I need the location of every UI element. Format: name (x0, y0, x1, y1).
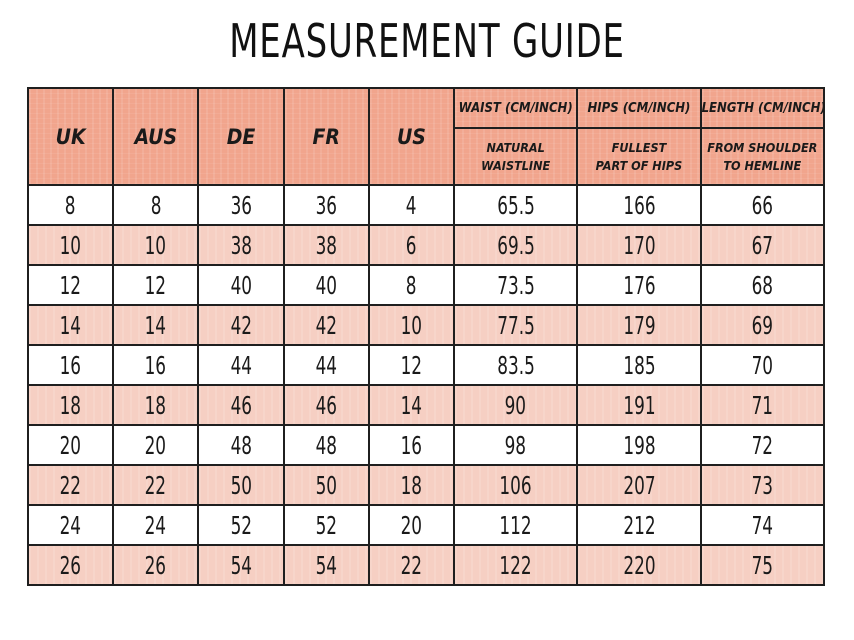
cell-us (369, 465, 454, 505)
cell-uk-value: 12 (59, 270, 82, 300)
cell-hips-value: 207 (622, 470, 656, 500)
cell-fr-value: 40 (315, 270, 337, 300)
cell-aus (113, 385, 198, 425)
cell-hips-value: 198 (622, 430, 656, 460)
cell-de-value: 54 (230, 550, 252, 580)
cell-de-value: 48 (230, 430, 252, 460)
cell-uk (28, 465, 113, 505)
cell-length (701, 505, 824, 545)
table-row (28, 345, 824, 385)
cell-length-value: 69 (751, 310, 774, 340)
cell-length-value: 72 (751, 430, 774, 460)
cell-hips-value: 185 (622, 350, 656, 380)
cell-waist (454, 265, 577, 305)
cell-length-value: 70 (751, 350, 774, 380)
cell-length (701, 305, 824, 345)
cell-length (701, 465, 824, 505)
cell-aus-value: 22 (145, 470, 167, 500)
header-hips-note (577, 128, 700, 185)
cell-us (369, 505, 454, 545)
cell-de (198, 225, 283, 265)
header-length: LENGTH (CM/INCH) (701, 88, 824, 128)
cell-de-value: 42 (230, 310, 252, 340)
cell-fr-value: 44 (315, 350, 337, 380)
cell-waist (454, 385, 577, 425)
cell-us-value: 12 (400, 350, 423, 380)
cell-waist-value: 98 (504, 430, 527, 460)
cell-de (198, 465, 283, 505)
waist-note-line2: WAISTLINE (481, 157, 551, 173)
header-waist: WAIST (CM/INCH) (454, 88, 577, 128)
cell-waist (454, 345, 577, 385)
table-row (28, 505, 824, 545)
cell-hips (577, 505, 700, 545)
cell-length-value: 75 (751, 550, 774, 580)
page-title: MEASUREMENT GUIDE (229, 14, 625, 68)
cell-aus-value: 8 (150, 190, 162, 220)
cell-hips (577, 225, 700, 265)
cell-waist (454, 185, 577, 225)
header-fr: FR (284, 88, 369, 185)
cell-length-value: 66 (751, 190, 774, 220)
cell-fr (284, 225, 369, 265)
cell-uk (28, 545, 113, 585)
cell-uk (28, 305, 113, 345)
cell-us-value: 10 (400, 310, 423, 340)
header-uk: UK (28, 88, 113, 185)
cell-de (198, 265, 283, 305)
cell-us-value: 20 (400, 510, 423, 540)
cell-us-value: 18 (400, 470, 423, 500)
cell-fr (284, 545, 369, 585)
cell-hips-value: 179 (622, 310, 656, 340)
hips-note-line2: PART OF HIPS (595, 157, 683, 173)
cell-aus (113, 465, 198, 505)
cell-uk-value: 14 (59, 310, 82, 340)
cell-de (198, 345, 283, 385)
cell-length-value: 73 (751, 470, 774, 500)
cell-aus-value: 12 (145, 270, 167, 300)
cell-fr-value: 52 (315, 510, 337, 540)
cell-waist (454, 425, 577, 465)
cell-length-value: 68 (751, 270, 774, 300)
cell-aus-value: 10 (145, 230, 167, 260)
cell-aus (113, 225, 198, 265)
cell-de (198, 185, 283, 225)
cell-uk-value: 10 (59, 230, 82, 260)
cell-waist (454, 545, 577, 585)
cell-fr (284, 345, 369, 385)
cell-length (701, 545, 824, 585)
cell-hips-value: 212 (622, 510, 656, 540)
cell-uk-value: 18 (59, 390, 82, 420)
cell-de-value: 38 (230, 230, 252, 260)
cell-waist (454, 305, 577, 345)
cell-de-value: 44 (230, 350, 252, 380)
waist-note-line1: NATURAL (486, 139, 545, 155)
cell-hips (577, 305, 700, 345)
cell-de-value: 52 (230, 510, 252, 540)
cell-us-value: 22 (400, 550, 423, 580)
cell-de (198, 425, 283, 465)
cell-fr (284, 305, 369, 345)
table-row (28, 465, 824, 505)
cell-uk-value: 8 (65, 190, 76, 220)
cell-fr (284, 385, 369, 425)
cell-de (198, 545, 283, 585)
cell-length (701, 185, 824, 225)
cell-us-value: 14 (400, 390, 423, 420)
cell-uk-value: 24 (59, 510, 82, 540)
cell-aus-value: 14 (145, 310, 167, 340)
cell-waist (454, 225, 577, 265)
cell-length-value: 71 (751, 390, 774, 420)
cell-us (369, 425, 454, 465)
cell-de-value: 46 (230, 390, 252, 420)
cell-aus (113, 345, 198, 385)
cell-fr (284, 185, 369, 225)
cell-length-value: 67 (751, 230, 774, 260)
cell-aus (113, 505, 198, 545)
cell-length (701, 345, 824, 385)
cell-fr-value: 38 (315, 230, 337, 260)
cell-uk (28, 425, 113, 465)
cell-length (701, 265, 824, 305)
cell-waist (454, 505, 577, 545)
table-row (28, 385, 824, 425)
header-aus: AUS (113, 88, 198, 185)
cell-aus (113, 545, 198, 585)
cell-aus-value: 18 (145, 390, 167, 420)
cell-hips (577, 545, 700, 585)
cell-uk (28, 185, 113, 225)
cell-aus (113, 185, 198, 225)
cell-us (369, 545, 454, 585)
cell-fr-value: 48 (315, 430, 337, 460)
cell-us-value: 8 (406, 270, 417, 300)
cell-hips-value: 170 (622, 230, 656, 260)
cell-us-value: 16 (400, 430, 423, 460)
cell-waist-value: 112 (499, 510, 532, 540)
cell-fr-value: 36 (315, 190, 337, 220)
cell-waist-value: 106 (499, 470, 532, 500)
cell-waist-value: 73.5 (496, 270, 535, 300)
cell-waist-value: 77.5 (496, 310, 535, 340)
cell-de (198, 505, 283, 545)
cell-hips (577, 265, 700, 305)
header-length-note (701, 128, 824, 185)
cell-uk (28, 345, 113, 385)
cell-length (701, 385, 824, 425)
cell-aus (113, 305, 198, 345)
cell-hips (577, 345, 700, 385)
cell-aus-value: 24 (145, 510, 167, 540)
table-row (28, 185, 824, 225)
cell-fr (284, 265, 369, 305)
cell-uk-value: 20 (59, 430, 82, 460)
cell-uk (28, 505, 113, 545)
cell-us (369, 185, 454, 225)
header-de: DE (198, 88, 283, 185)
cell-waist-value: 122 (499, 550, 532, 580)
cell-fr-value: 46 (315, 390, 337, 420)
cell-waist-value: 90 (504, 390, 527, 420)
cell-waist-value: 65.5 (496, 190, 535, 220)
cell-uk (28, 225, 113, 265)
cell-us-value: 6 (406, 230, 417, 260)
table-row (28, 545, 824, 585)
cell-hips-value: 166 (622, 190, 656, 220)
cell-uk-value: 22 (59, 470, 82, 500)
cell-length-value: 74 (751, 510, 774, 540)
hips-note-line1: FULLEST (611, 139, 667, 155)
table-body (28, 185, 824, 585)
length-note-line1: FROM SHOULDER (707, 139, 818, 155)
cell-fr (284, 425, 369, 465)
header-hips: HIPS (CM/INCH) (577, 88, 700, 128)
cell-hips-value: 176 (622, 270, 656, 300)
cell-fr-value: 50 (315, 470, 337, 500)
cell-us (369, 345, 454, 385)
cell-hips-value: 191 (622, 390, 656, 420)
table-row (28, 305, 824, 345)
cell-waist-value: 83.5 (496, 350, 535, 380)
cell-waist (454, 465, 577, 505)
table-row (28, 425, 824, 465)
cell-de-value: 40 (230, 270, 252, 300)
cell-length (701, 225, 824, 265)
cell-us (369, 265, 454, 305)
length-note-line2: TO HEMLINE (723, 157, 802, 173)
header-waist-note (454, 128, 577, 185)
cell-aus-value: 16 (145, 350, 167, 380)
cell-hips (577, 385, 700, 425)
cell-de (198, 385, 283, 425)
cell-aus-value: 20 (145, 430, 167, 460)
cell-hips (577, 425, 700, 465)
cell-aus (113, 425, 198, 465)
cell-waist-value: 69.5 (496, 230, 535, 260)
cell-us (369, 305, 454, 345)
header-us: US (369, 88, 454, 185)
cell-fr-value: 42 (315, 310, 337, 340)
measurement-table (27, 87, 825, 586)
table-row (28, 225, 824, 265)
cell-us-value: 4 (406, 190, 417, 220)
cell-hips (577, 465, 700, 505)
cell-hips-value: 220 (622, 550, 656, 580)
cell-hips (577, 185, 700, 225)
cell-de-value: 50 (230, 470, 252, 500)
cell-aus-value: 26 (145, 550, 167, 580)
cell-length (701, 425, 824, 465)
cell-fr (284, 465, 369, 505)
cell-us (369, 225, 454, 265)
cell-de (198, 305, 283, 345)
cell-uk-value: 16 (59, 350, 82, 380)
cell-us (369, 385, 454, 425)
cell-de-value: 36 (230, 190, 252, 220)
cell-uk (28, 385, 113, 425)
cell-fr-value: 54 (315, 550, 337, 580)
cell-uk-value: 26 (59, 550, 82, 580)
cell-fr (284, 505, 369, 545)
table-row (28, 265, 824, 305)
cell-uk (28, 265, 113, 305)
cell-aus (113, 265, 198, 305)
